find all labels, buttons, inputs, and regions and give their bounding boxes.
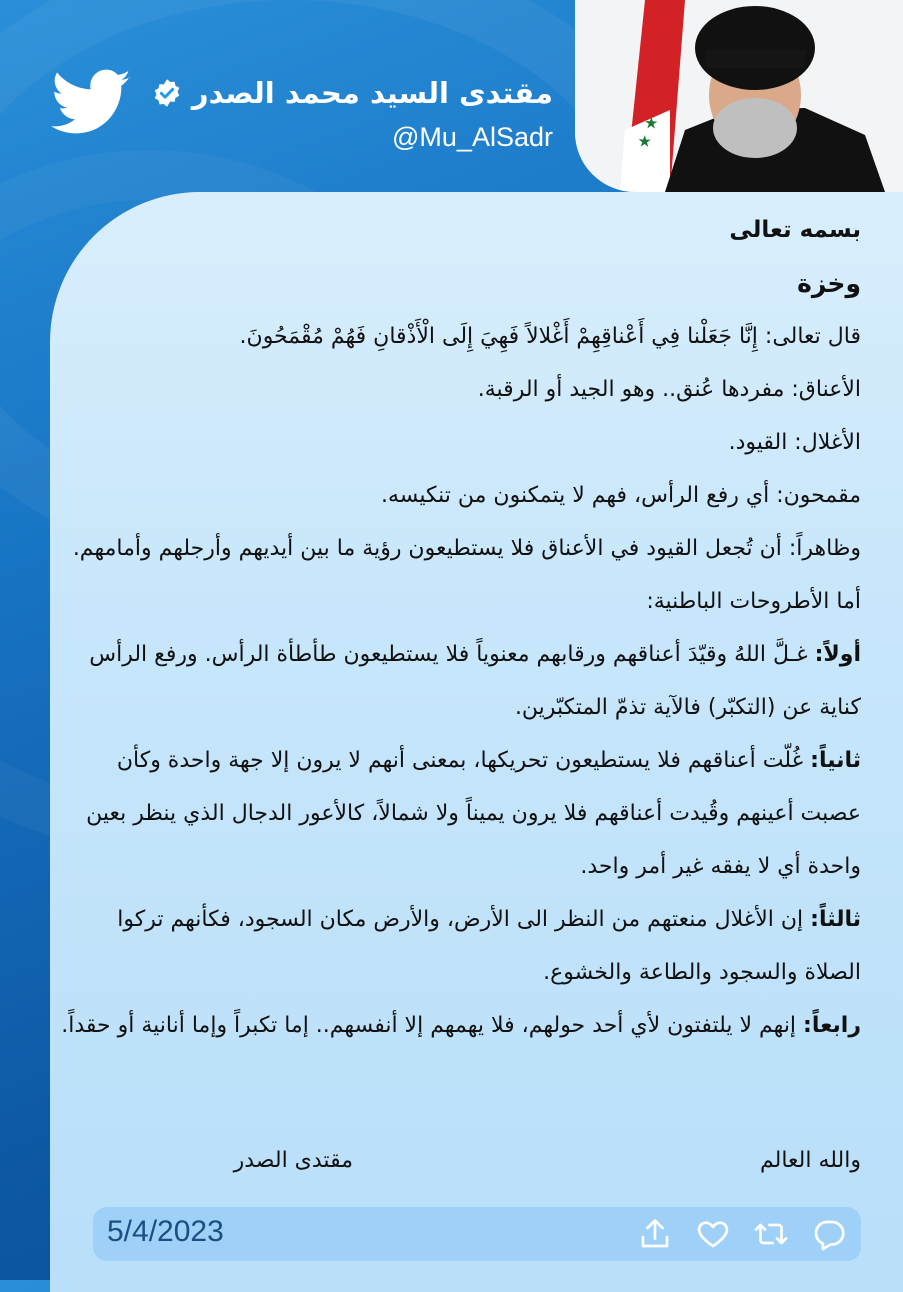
point-label: أولاً: (814, 642, 861, 667)
verified-badge-icon (152, 78, 182, 108)
share-icon (637, 1216, 673, 1252)
tweet-footer-bar (93, 1207, 861, 1261)
post-body (61, 204, 861, 1052)
heart-icon (695, 1216, 731, 1252)
post-title: وخزة (797, 269, 861, 298)
post-date: 5/4/2023 (107, 1215, 224, 1248)
point-text: إن الأغلال منعتهم من النظر الى الأرض، والأرض مكان السجود، فكأنهم تركوا الصلاة والسجود والطاعة والخشوع. (117, 907, 861, 985)
svg-text:★ ★: ★ ★ (632, 113, 663, 152)
retweet-button[interactable] (753, 1216, 789, 1252)
post-line: الأغلال: القيود. (728, 430, 861, 455)
like-button[interactable] (695, 1216, 731, 1252)
post-point (61, 893, 861, 999)
post-line: أما الأطروحات الباطنية: (646, 589, 861, 614)
post-point (61, 999, 861, 1052)
reply-icon (811, 1216, 847, 1252)
reply-button[interactable] (811, 1216, 847, 1252)
signature: مقتدى الصدر (233, 1148, 353, 1173)
user-name[interactable]: مقتدى السيد محمد الصدر (191, 76, 553, 110)
post-basmala: بسمه تعالى (729, 217, 861, 243)
post-point (61, 734, 861, 893)
point-text: إنهم لا يلتفتون لأي أحد حولهم، فلا يهمهم إلا أنفسهم.. إما تكبراً وإما أنانية أو حقداً. (61, 1013, 804, 1038)
point-label: ثالثاً: (810, 907, 861, 932)
post-line: قال تعالى: إِنَّا جَعَلْنا فِي أَعْناقِهِمْ أَغْلالاً فَهِيَ إِلَى الْأَذْقانِ فَهُمْ مُقْمَحُونَ. (239, 324, 861, 349)
point-text: غـلَّ اللهُ وقيّدَ أعناقهم ورقابهم معنوياً فلا يستطيعون طأطأة الرأس. ورفع الرأس كناية عن (التكبّر) فالآية تذمّ المتكبّرين. (89, 642, 861, 720)
point-label: رابعاً: (803, 1013, 861, 1038)
post-line: مقمحون: أي رفع الرأس، فهم لا يتمكنون من تنكيسه. (380, 483, 861, 508)
post-line: وظاهراً: أن تُجعل القيود في الأعناق فلا يستطيعون رؤية ما بين أيديهم وأرجلهم وأمامهم. (72, 536, 861, 561)
user-header (152, 76, 553, 153)
point-text: غُلّت أعناقهم فلا يستطيعون تحريكها، بمعنى أنهم لا يرون إلا جهة واحدة وكأن عصبت أعينهم وقُيدت أعناقهم فلا يرون يميناً ولا شمالاً، كالأعور الدجال الذي ينظر بعين واحدة أي لا يفقه غير أمر واحد. (86, 748, 861, 879)
share-button[interactable] (637, 1216, 673, 1252)
profile-photo[interactable] (575, 0, 903, 192)
user-handle[interactable]: @Mu_AlSadr (392, 122, 553, 152)
post-line: الأعناق: مفردها عُنق.. وهو الجيد أو الرقبة. (477, 377, 861, 402)
tweet-actions (637, 1216, 847, 1252)
twitter-bird-icon (46, 62, 138, 142)
post-point (61, 628, 861, 734)
closing-text: والله العالم (760, 1148, 861, 1173)
retweet-icon (753, 1216, 789, 1252)
point-label: ثانياً: (810, 748, 861, 773)
